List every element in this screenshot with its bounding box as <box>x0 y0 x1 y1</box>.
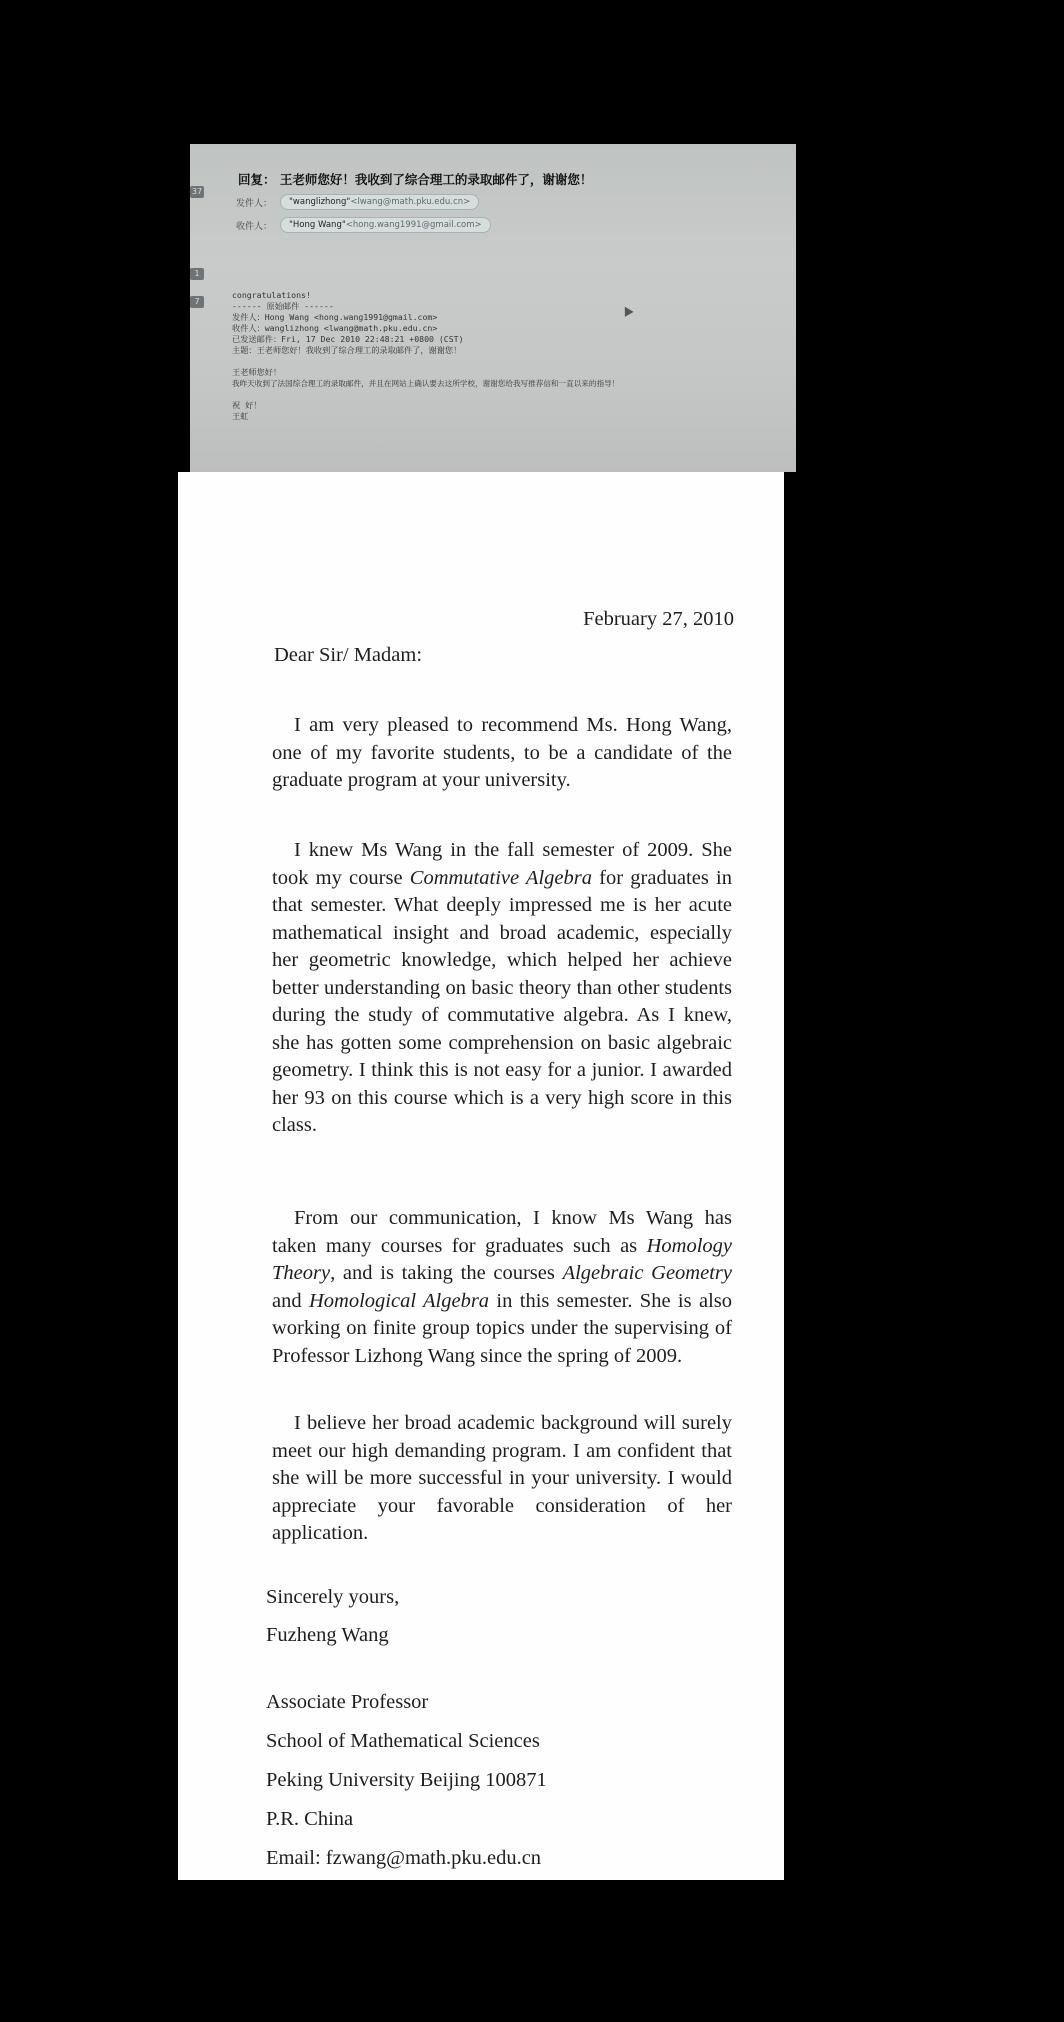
email-body-line: 我昨天收到了法国综合理工的录取邮件，并且在网站上确认要去这所学校，谢谢您给我写推荐信和一直以来的指导！ <box>232 379 620 388</box>
email-body-line: congratulations! <box>232 290 311 300</box>
paragraph-2-text: for graduates in that semester. What deeply impressed me is her acute mathematical insight and broad academic, especially her geometric knowledge, which helped her achieve better understanding on basic theory than other students during the study of commutative algebra. As I knew, she has gotten some comprehension on basic algebraic geometry. I think this is not easy for a junior. I awarded her 93 on this course which is a very high score in this class. <box>272 866 732 1136</box>
email-body-line <box>232 356 792 367</box>
signer-email: Email: fzwang@math.pku.edu.cn <box>266 1847 542 1869</box>
signer-title: Associate Professor <box>266 1691 429 1713</box>
closing: Sincerely yours, <box>266 1586 400 1608</box>
from-label: 发件人： <box>236 199 273 209</box>
course-name: Homological Algebra <box>308 1289 490 1312</box>
paragraph-3 <box>272 1205 732 1370</box>
to-label: 收件人： <box>236 222 273 232</box>
course-name: Algebraic Geometry <box>562 1262 732 1284</box>
paragraph-3-text: From our communication, I know Ms Wang has taken many courses for graduates such as <box>272 1207 732 1257</box>
email-screenshot <box>190 144 796 472</box>
recipient-name: "Hong Wang" <box>289 220 346 230</box>
side-tab: 7 <box>190 296 204 308</box>
side-tab: 37 <box>191 187 203 196</box>
paragraph-3-text: in this semester. She is also working on finite group topics under the supervising of Professor Lizhong Wang since the spring of 2009. <box>272 1289 732 1367</box>
email-body-line: 王虹 <box>232 411 249 421</box>
paragraph-4: I believe her broad academic background will surely meet our high demanding program. I am confident that she will be more successful in your university. I would appreciate your favorable consideration of her application. <box>272 1412 732 1544</box>
email-subject: 回复： 王老师您好！我收到了综合理工的录取邮件了，谢谢您！ <box>238 172 593 187</box>
email-body-line: 主题：王老师您好！我收到了综合理工的录取邮件了，谢谢您！ <box>232 345 462 355</box>
paragraph-3-text: , and is taking the courses <box>330 1262 563 1284</box>
email-body-line <box>232 389 792 400</box>
course-name: Commutative Algebra <box>409 866 592 889</box>
letter-date: February 27, 2010 <box>583 608 734 630</box>
side-tab: 1 <box>190 268 204 280</box>
sender-chip[interactable] <box>280 194 479 210</box>
signer-name: Fuzheng Wang <box>266 1624 389 1646</box>
sender-name: "wanglizhong" <box>289 197 351 207</box>
paragraph-2 <box>272 837 732 1140</box>
recipient-chip[interactable] <box>280 217 491 233</box>
email-body-line: 祝 好！ <box>232 400 262 410</box>
paragraph-2-text: I knew Ms Wang in the fall semester of 2009. She took my course <box>272 839 732 889</box>
email-body-line: 已发送邮件：Fri, 17 Dec 2010 22:48:21 +0800 (CST) <box>232 334 464 344</box>
recipient-address: <hong.wang1991@gmail.com> <box>345 220 482 230</box>
sender-address: <lwang@math.pku.edu.cn> <box>350 197 471 207</box>
paragraph-3-text: and <box>272 1289 309 1312</box>
email-body-line: 王老师您好！ <box>232 367 282 377</box>
course-name: Homology Theory <box>272 1234 732 1284</box>
recommendation-letter <box>178 472 784 1880</box>
email-body-line: 发件人：Hong Wang <hong.wang1991@gmail.com> <box>232 312 438 322</box>
email-body-line: ------ 原始邮件 ------ <box>232 301 334 311</box>
email-body <box>232 290 792 422</box>
signer-country: P.R. China <box>266 1808 354 1830</box>
salutation: Dear Sir/ Madam: <box>274 644 423 666</box>
email-body-line: 收件人：wanglizhong <lwang@math.pku.edu.cn> <box>232 323 438 333</box>
paragraph-1: I am very pleased to recommend Ms. Hong Wang, one of my favorite students, to be a candidate of the graduate program at your university. <box>272 714 732 791</box>
signer-school: School of Mathematical Sciences <box>266 1730 540 1752</box>
signer-university: Peking University Beijing 100871 <box>266 1769 547 1791</box>
